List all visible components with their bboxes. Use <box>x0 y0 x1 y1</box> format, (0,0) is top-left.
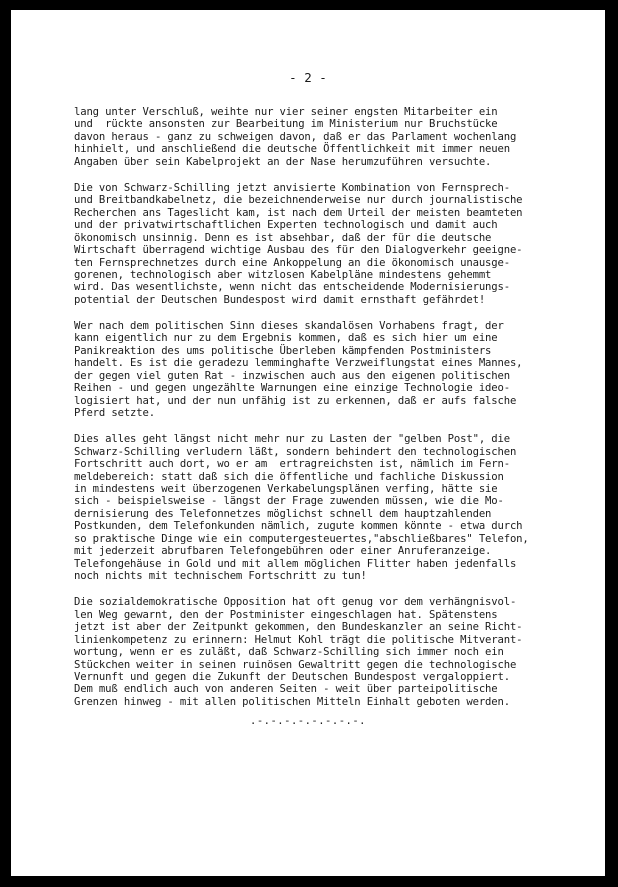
text-line: linienkompetenz zu erinnern: Helmut Kohl trägt die politische Mitverant- <box>74 633 523 646</box>
text-line: noch nichts mit technischem Fortschritt zu tun! <box>74 570 367 583</box>
paragraph <box>74 320 594 420</box>
text-line: potential der Deutschen Bundespost wird damit ernsthaft gefährdet! <box>74 293 486 306</box>
text-line: hinhielt, und anschließend die deutsche Öffentlichkeit mit immer neuen <box>74 143 510 156</box>
text-line: logisiert hat, und der nun unfähig ist zu erkennen, daß er aufs falsche <box>74 394 517 407</box>
text-line: Wer nach dem politischen Sinn dieses skandalösen Vorhabens fragt, der <box>74 319 504 332</box>
text-line: Dem muß endlich auch von anderen Seiten - weit über parteipolitische <box>74 683 498 696</box>
text-line: kann eigentlich nur zu dem Ergebnis kommen, daß es sich hier um eine <box>74 332 498 345</box>
text-line: davon heraus - ganz zu schweigen davon, daß er das Parlament wochenlang <box>74 130 517 143</box>
text-line: der gegen viel guten Rat - inzwischen auch aus den eigenen politischen <box>74 369 510 382</box>
paragraph <box>74 596 594 708</box>
text-line: Pferd setzte. <box>74 407 155 420</box>
document-page <box>11 10 605 876</box>
page-number: - 2 - <box>289 70 327 85</box>
text-line: jetzt ist aber der Zeitpunkt gekommen, den Bundeskanzler an seine Richt- <box>74 621 523 634</box>
text-line: und rückte ansonsten zur Bearbeitung im Ministerium nur Bruchstücke <box>74 118 498 131</box>
text-line: so praktische Dinge wie ein computergesteuertes,"abschließbares" Telefon, <box>74 532 529 545</box>
text-line: Dies alles geht längst nicht mehr nur zu Lasten der "gelben Post", die <box>74 433 510 446</box>
text-line: wortung, wenn er es zuläßt, daß Schwarz-Schilling sich immer noch ein <box>74 646 504 659</box>
text-line: Recherchen ans Tageslicht kam, ist nach dem Urteil der meisten beamteten <box>74 206 523 219</box>
text-line: len Weg gewarnt, den der Postminister eingeschlagen hat. Spätenstens <box>74 608 498 621</box>
text-line: ten Fernsprechnetzes durch eine Ankoppelung an die ökonomisch unausge- <box>74 256 510 269</box>
text-line: Stückchen weiter in seinen ruinösen Gewaltritt gegen die technologische <box>74 658 517 671</box>
text-line: Angaben über sein Kabelprojekt an der Nase herumzuführen versuchte. <box>74 155 492 168</box>
text-line: Postkunden, dem Telefonkunden nämlich, zugute kommen könnte - etwa durch <box>74 520 523 533</box>
text-line: handelt. Es ist die geradezu lemminghafte Verzweiflungstat eines Mannes, <box>74 357 523 370</box>
text-line: wird. Das wesentlichste, wenn nicht das entscheidende Modernisierungs- <box>74 281 510 294</box>
text-line: Telefongehäuse in Gold und mit allem möglichen Flitter haben jedenfalls <box>74 557 517 570</box>
end-separator: .-.-.-.-.-.-.-.-. <box>250 715 366 727</box>
text-line: Grenzen hinweg - mit allen politischen Mitteln Einhalt geboten werden. <box>74 695 510 708</box>
text-line: Fortschritt auch dort, wo er am ertragreichsten ist, nämlich im Fern- <box>74 458 510 471</box>
document-body <box>74 106 594 722</box>
text-line: sich - beispielsweise - längst der Frage zuwenden müssen, wie die Mo- <box>74 495 504 508</box>
text-line: lang unter Verschluß, weihte nur vier seiner engsten Mitarbeiter ein <box>74 106 498 118</box>
text-line: Schwarz-Schilling verludern läßt, sondern behindert den technologischen <box>74 445 517 458</box>
text-line: Die sozialdemokratische Opposition hat oft genug vor dem verhängnisvol- <box>74 596 517 609</box>
text-line: Wirtschaft überragend wichtige Ausbau des für den Dialogverkehr geeigne- <box>74 244 523 257</box>
text-line: und der privatwirtschaftlichen Experten technologisch und damit auch <box>74 219 498 232</box>
paragraph <box>74 433 594 582</box>
text-line: Die von Schwarz-Schilling jetzt anvisierte Kombination von Fernsprech- <box>74 181 510 194</box>
text-line: und Breitbandkabelnetz, die bezeichnenderweise nur durch journalistische <box>74 194 523 207</box>
text-line: meldebereich: statt daß sich die öffentliche und fachliche Diskussion <box>74 470 504 483</box>
text-line: Panikreaktion des ums politische Überleben kämpfenden Postministers <box>74 344 492 357</box>
text-line: in mindestens weit überzogenen Verkabelungsplänen verfing, hätte sie <box>74 483 498 496</box>
text-line: dernisierung des Telefonnetzes möglichst schnell dem hauptzahlenden <box>74 507 492 520</box>
text-line: Vernunft und gegen die Zukunft der Deutschen Bundespost vergaloppiert. <box>74 670 510 683</box>
text-line: mit jederzeit abrufbaren Telefongebühren oder einer Anruferanzeige. <box>74 545 492 558</box>
paragraph <box>74 182 594 307</box>
paragraph <box>74 106 594 168</box>
text-line: gorenen, technologisch aber witzlosen Kabelpläne mindestens gehemmt <box>74 269 492 282</box>
text-line: Reihen - und gegen ungezählte Warnungen eine einzige Technologie ideo- <box>74 382 510 395</box>
text-line: ökonomisch unsinnig. Denn es ist absehbar, daß der für die deutsche <box>74 231 492 244</box>
